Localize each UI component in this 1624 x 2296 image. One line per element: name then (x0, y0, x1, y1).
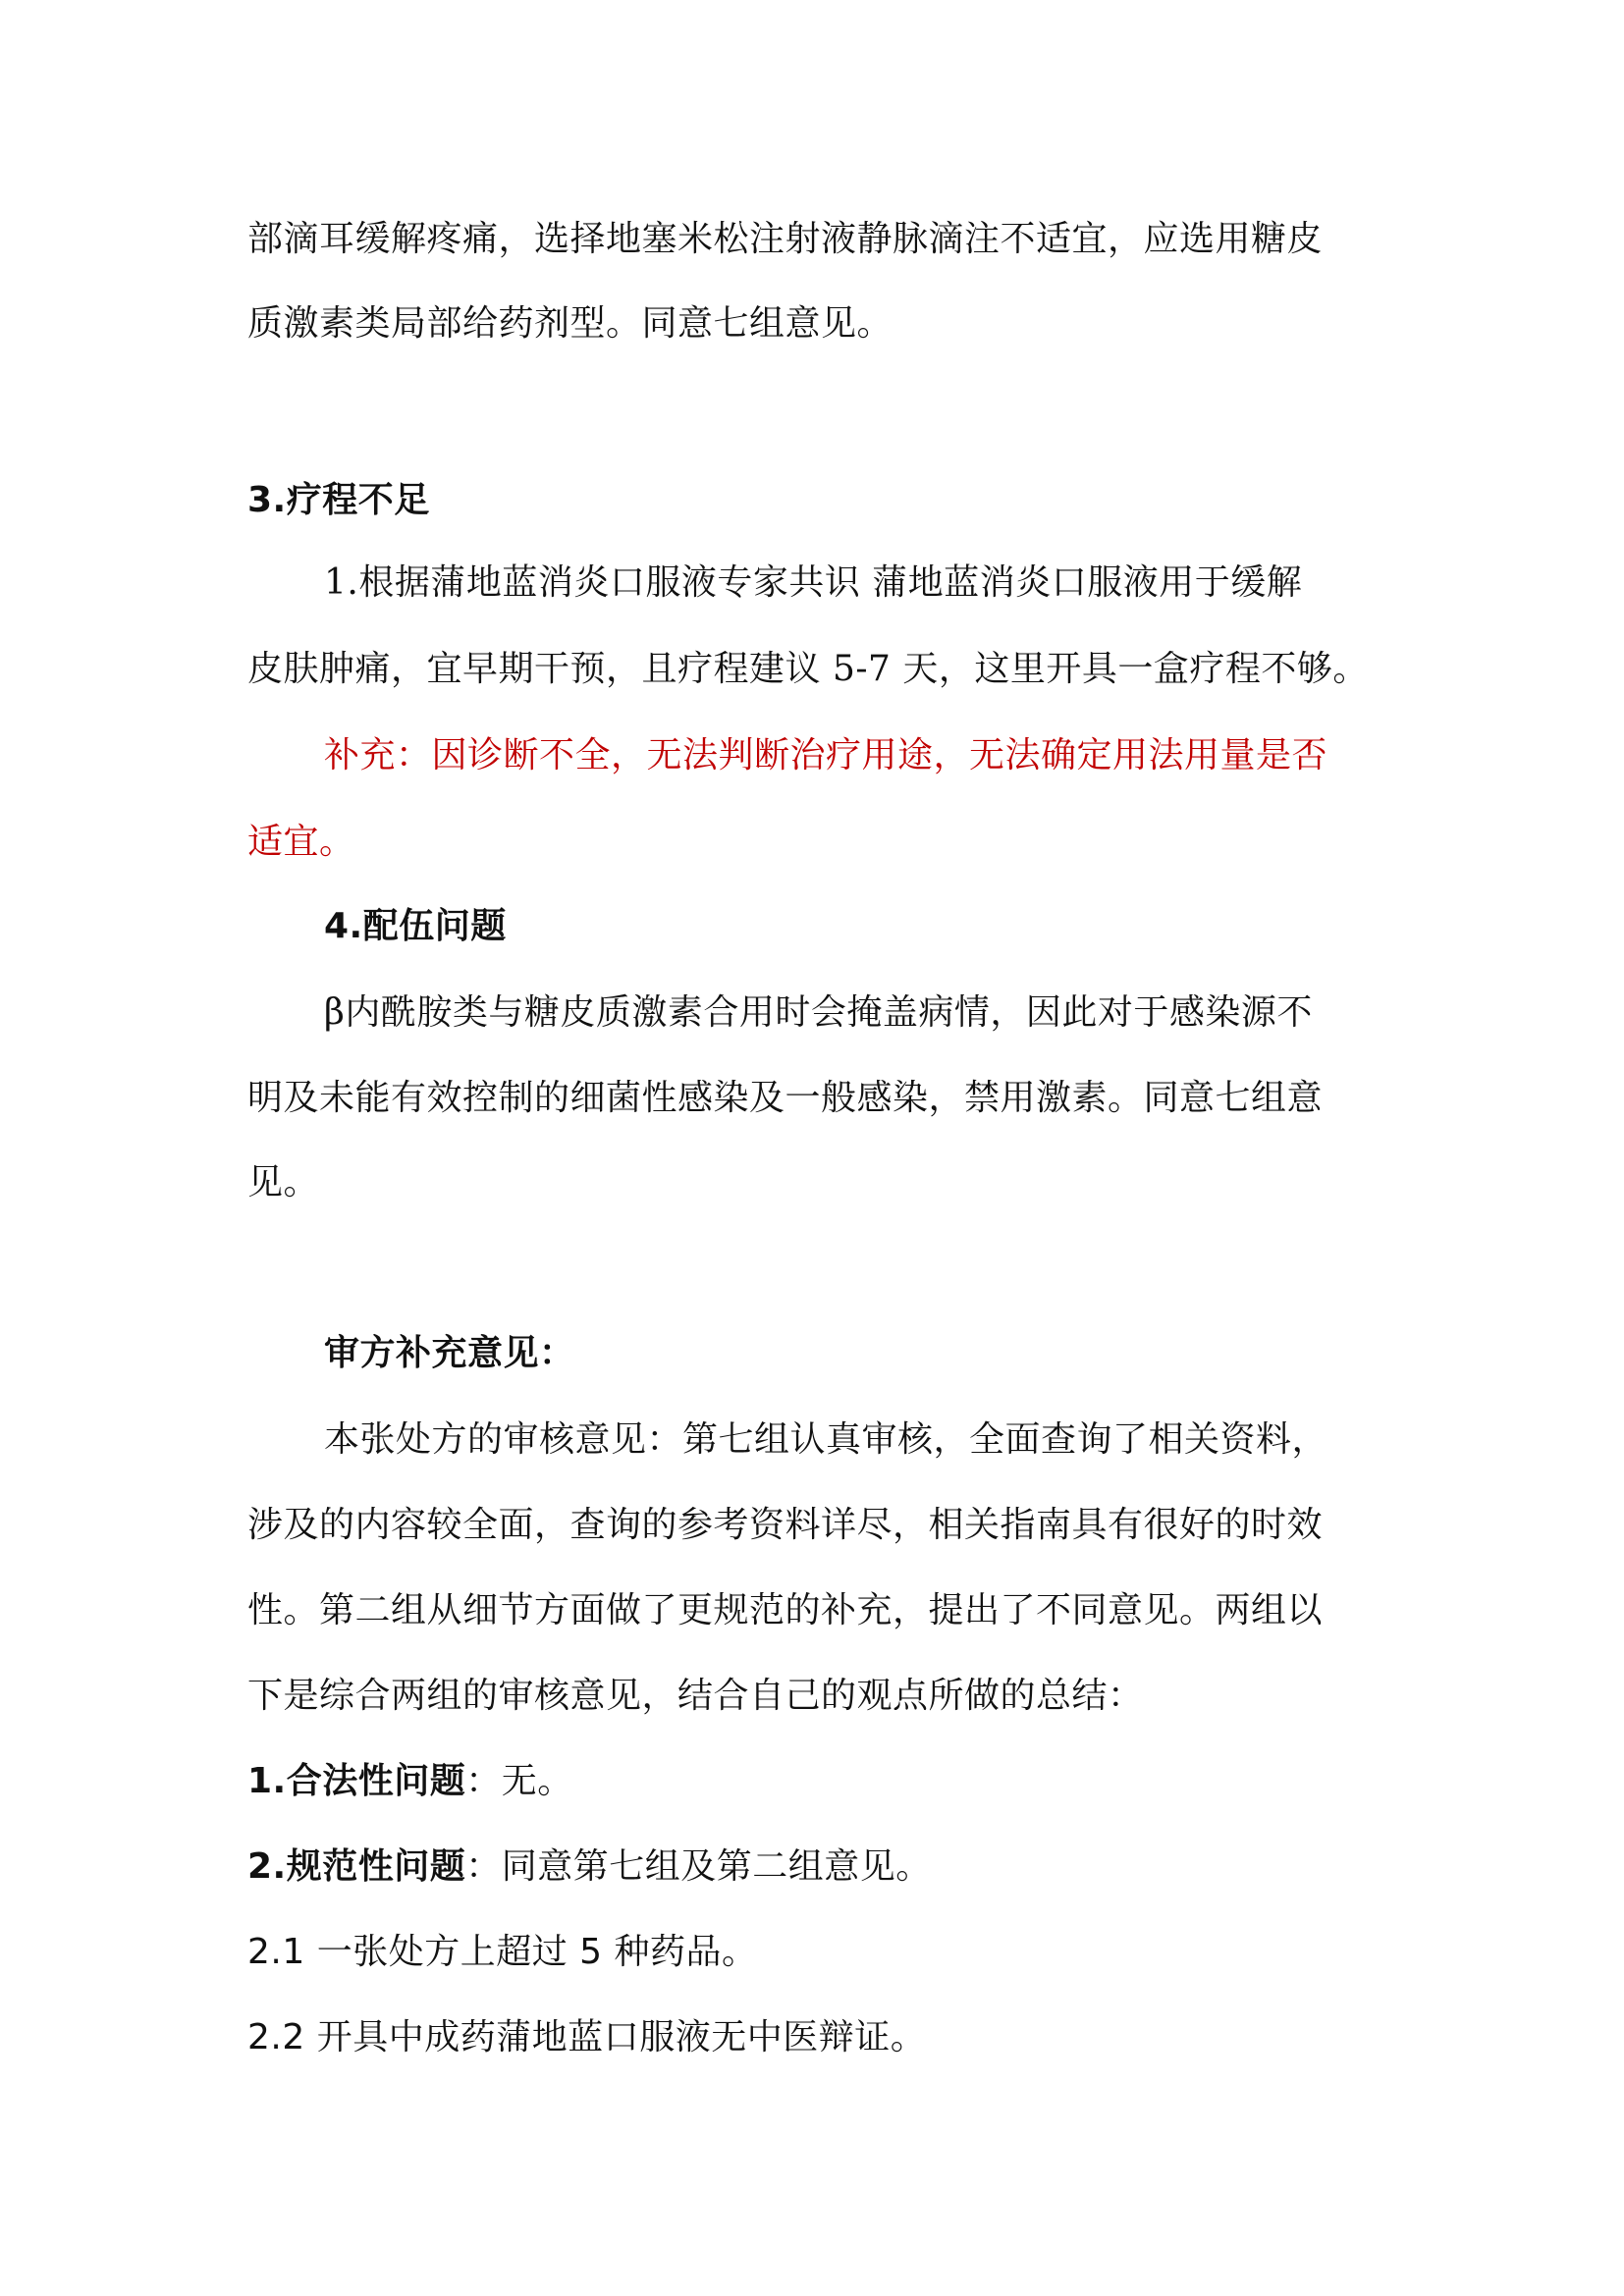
para1-line1: 部滴耳缓解疼痛，选择地塞米松注射液静脉滴注不适宜，应选用糖皮 (247, 219, 1324, 259)
review-line3: 性。第二组从细节方面做了更规范的补充，提出了不同意见。两组以 (247, 1590, 1324, 1630)
section3-item1-line2: 皮肤肿痛，宜早期干预，且疗程建议 5-7 天，这里开具一盒疗程不够。 (247, 649, 1369, 689)
section3-heading: 3.疗程不足 (247, 480, 430, 520)
norm-label: 2.规范性问题 (247, 1846, 466, 1887)
section4-heading: 4.配伍问题 (324, 906, 507, 946)
section4-line3: 见。 (247, 1162, 320, 1202)
item-2-1: 2.1 一张处方上超过 5 种药品。 (247, 1932, 758, 1972)
review-line2: 涉及的内容较全面，查询的参考资料详尽，相关指南具有很好的时效 (247, 1505, 1324, 1545)
section4-line1: β内酰胺类与糖皮质激素合用时会掩盖病情，因此对于感染源不 (324, 992, 1313, 1033)
para1-line2: 质激素类局部给药剂型。同意七组意见。 (247, 303, 893, 344)
legality-line (247, 1760, 1386, 1803)
supplement-line1: 补充：因诊断不全，无法判断治疗用途，无法确定用法用量是否 (324, 735, 1328, 775)
legality-text: ：无。 (465, 1761, 573, 1801)
norm-line (247, 1845, 1386, 1889)
review-line1: 本张处方的审核意见：第七组认真审核，全面查询了相关资料， (324, 1419, 1328, 1460)
supplement-line2: 适宜。 (247, 822, 355, 862)
section3-item1-line1: 1.根据蒲地蓝消炎口服液专家共识 蒲地蓝消炎口服液用于缓解 (324, 562, 1303, 603)
norm-text: ：同意第七组及第二组意见。 (465, 1846, 932, 1887)
item-2-2: 2.2 开具中成药蒲地蓝口服液无中医辩证。 (247, 2017, 927, 2057)
section4-line2: 明及未能有效控制的细菌性感染及一般感染，禁用激素。同意七组意 (247, 1078, 1324, 1118)
review-heading: 审方补充意见： (324, 1333, 575, 1373)
review-line4: 下是综合两组的审核意见，结合自己的观点所做的总结： (247, 1676, 1144, 1716)
legality-label: 1.合法性问题 (247, 1761, 466, 1801)
